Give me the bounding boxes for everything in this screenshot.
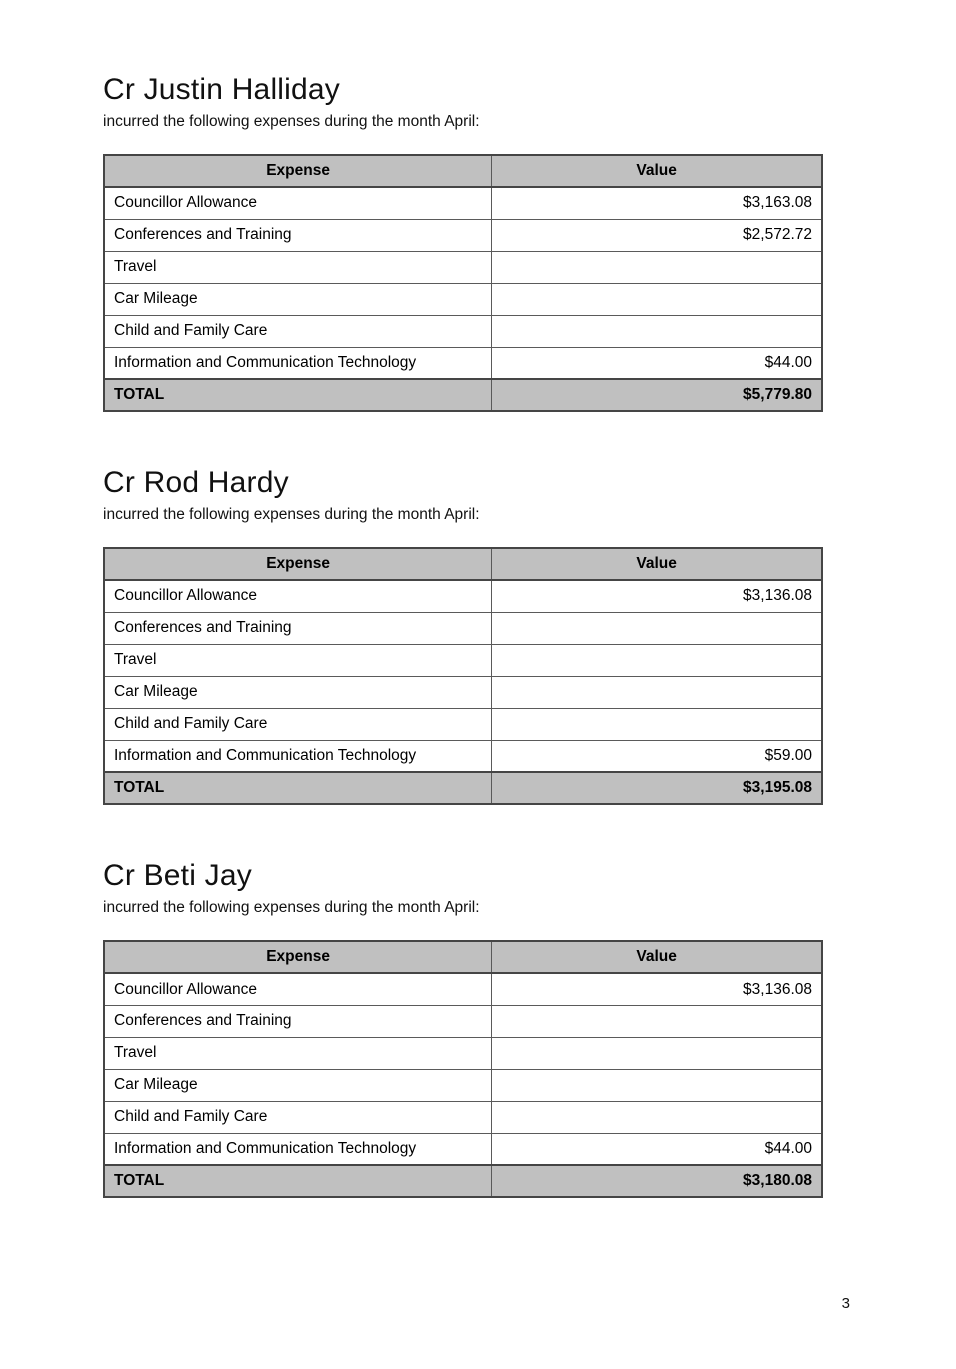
expense-cell: Child and Family Care — [104, 315, 492, 347]
value-column-header: Value — [492, 941, 822, 973]
table-row — [104, 1133, 822, 1165]
value-column-header: Value — [492, 155, 822, 187]
table-row — [104, 580, 822, 612]
expense-column-header: Expense — [104, 548, 492, 580]
expense-cell: Car Mileage — [104, 676, 492, 708]
value-cell: $44.00 — [492, 1133, 822, 1165]
section-subtitle: incurred the following expenses during the month April: — [103, 112, 480, 130]
table-row — [104, 612, 822, 644]
expense-cell: Travel — [104, 1037, 492, 1069]
total-row — [104, 379, 822, 411]
total-value-cell: $3,195.08 — [492, 772, 822, 804]
expense-column-header: Expense — [104, 155, 492, 187]
total-label-cell: TOTAL — [104, 772, 492, 804]
page-number: 3 — [841, 1295, 850, 1312]
value-cell — [492, 708, 822, 740]
table-row — [104, 1037, 822, 1069]
expense-section-beti-jay — [103, 859, 823, 1198]
value-cell — [492, 1101, 822, 1133]
value-cell — [492, 283, 822, 315]
value-cell — [492, 251, 822, 283]
expense-cell: Travel — [104, 251, 492, 283]
expense-cell: Conferences and Training — [104, 219, 492, 251]
table-row — [104, 1005, 822, 1037]
expense-cell: Travel — [104, 644, 492, 676]
value-cell: $3,136.08 — [492, 973, 822, 1005]
expense-table — [103, 154, 823, 412]
value-cell — [492, 1069, 822, 1101]
table-row — [104, 251, 822, 283]
table-row — [104, 347, 822, 379]
table-row — [104, 315, 822, 347]
table-row — [104, 219, 822, 251]
expense-cell: Conferences and Training — [104, 612, 492, 644]
value-cell: $3,163.08 — [492, 187, 822, 219]
total-row — [104, 1165, 822, 1197]
expense-cell: Car Mileage — [104, 283, 492, 315]
value-cell: $59.00 — [492, 740, 822, 772]
expense-cell: Information and Communication Technology — [104, 347, 492, 379]
value-cell: $3,136.08 — [492, 580, 822, 612]
expense-cell: Information and Communication Technology — [104, 740, 492, 772]
value-cell: $2,572.72 — [492, 219, 822, 251]
expense-cell: Conferences and Training — [104, 1005, 492, 1037]
value-cell — [492, 612, 822, 644]
table-row — [104, 676, 822, 708]
section-title: Cr Justin Halliday — [103, 73, 341, 106]
expense-cell: Child and Family Care — [104, 1101, 492, 1133]
total-value-cell: $5,779.80 — [492, 379, 822, 411]
table-header-row — [104, 941, 822, 973]
value-cell — [492, 1037, 822, 1069]
total-label-cell: TOTAL — [104, 379, 492, 411]
table-row — [104, 1069, 822, 1101]
expense-table — [103, 547, 823, 805]
expense-cell: Councillor Allowance — [104, 973, 492, 1005]
section-subtitle: incurred the following expenses during the month April: — [103, 898, 480, 916]
value-cell — [492, 676, 822, 708]
total-row — [104, 772, 822, 804]
expense-section-rod-hardy — [103, 466, 823, 805]
table-row — [104, 1101, 822, 1133]
table-header-row — [104, 548, 822, 580]
total-value-cell: $3,180.08 — [492, 1165, 822, 1197]
value-cell: $44.00 — [492, 347, 822, 379]
section-title: Cr Beti Jay — [103, 859, 252, 893]
expense-cell: Councillor Allowance — [104, 187, 492, 219]
value-cell — [492, 315, 822, 347]
expense-cell: Car Mileage — [104, 1069, 492, 1101]
expense-cell: Child and Family Care — [104, 708, 492, 740]
table-row — [104, 283, 822, 315]
table-row — [104, 187, 822, 219]
expense-section-justin-halliday — [103, 73, 823, 412]
expense-cell: Information and Communication Technology — [104, 1133, 492, 1165]
expense-column-header: Expense — [104, 941, 492, 973]
section-title: Cr Rod Hardy — [103, 466, 289, 500]
table-header-row — [104, 155, 822, 187]
value-cell — [492, 644, 822, 676]
expense-table — [103, 940, 823, 1198]
table-row — [104, 740, 822, 772]
total-label-cell: TOTAL — [104, 1165, 492, 1197]
section-subtitle: incurred the following expenses during the month April: — [103, 505, 480, 523]
table-row — [104, 644, 822, 676]
table-row — [104, 973, 822, 1005]
value-cell — [492, 1005, 822, 1037]
table-row — [104, 708, 822, 740]
expense-cell: Councillor Allowance — [104, 580, 492, 612]
value-column-header: Value — [492, 548, 822, 580]
